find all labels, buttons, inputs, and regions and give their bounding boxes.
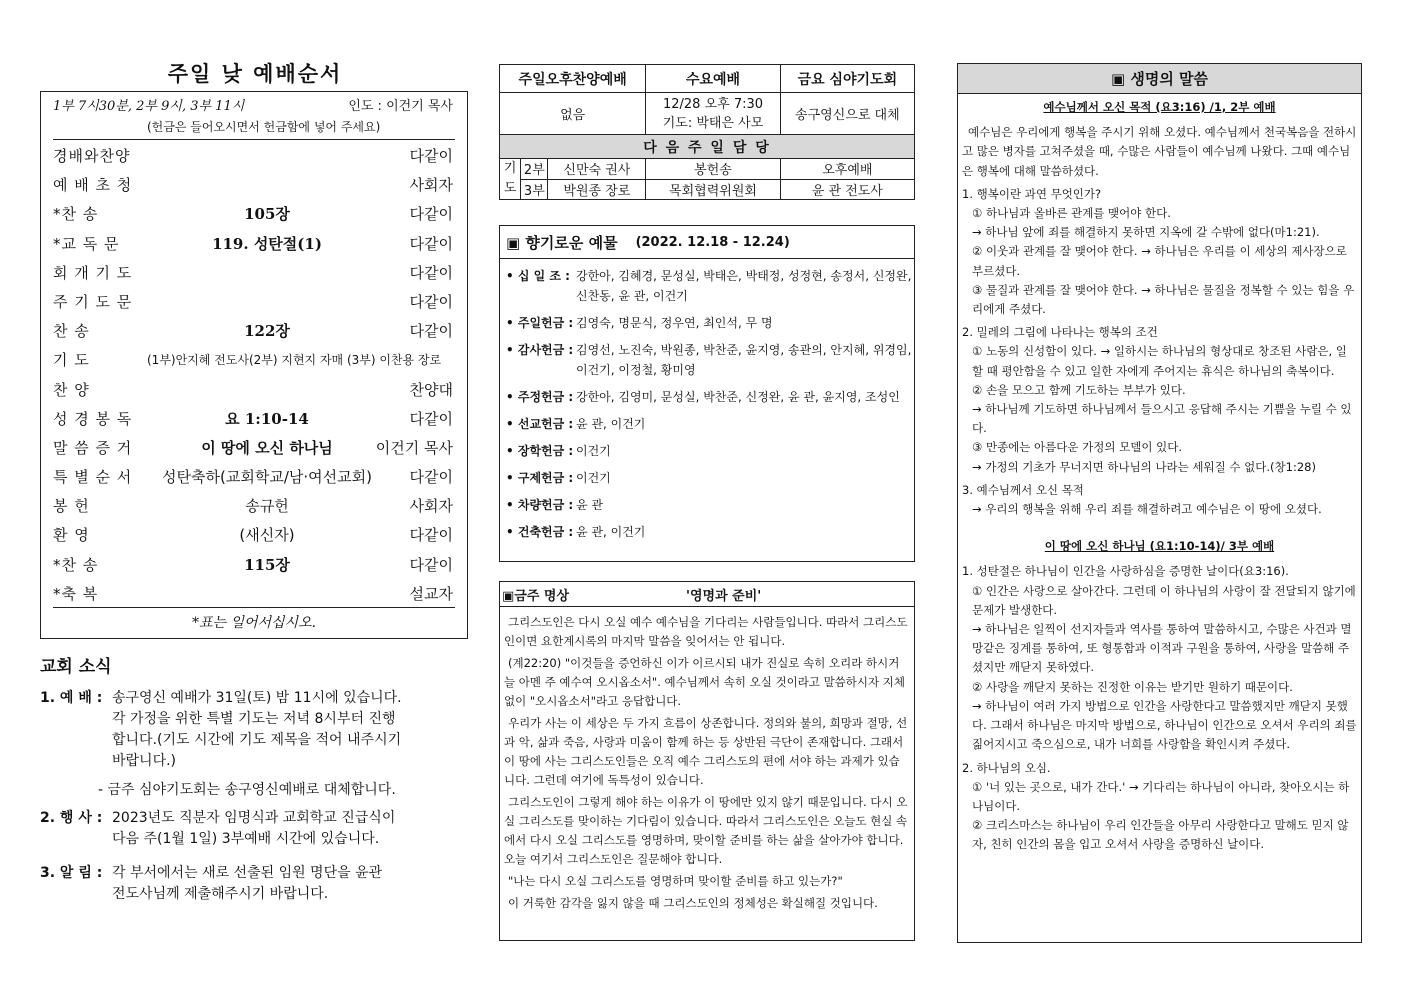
order-row	[41, 257, 467, 286]
news-item	[40, 863, 460, 905]
part-2-prayer: 신만숙 권사	[548, 159, 646, 180]
meditation-paragraph: 그리스도인은 다시 오실 예수 예수님을 기다리는 사람들입니다. 따라서 그리스도인이면 요한계시록의 마지막 말씀을 잊어서는 안 됩니다.	[504, 615, 908, 648]
sunday-pm-header: 주일오후찬양예배	[500, 65, 646, 93]
order-item-name: 주 기 도 문	[53, 292, 133, 311]
order-item-content: 요 1:10-14	[225, 409, 309, 428]
offering-type: • 차량헌금 :	[506, 498, 574, 512]
wednesday-header: 수요예배	[646, 65, 780, 93]
order-item-name: 찬 송	[53, 322, 90, 341]
order-row	[41, 549, 467, 578]
sunday-pm-value: 없음	[500, 93, 646, 135]
order-row	[41, 140, 467, 169]
order-row	[41, 519, 467, 548]
meditation-box	[499, 581, 915, 941]
offering-row	[500, 313, 914, 333]
sermon-point: → 우리의 행복을 위해 우리 죄를 해결하려고 예수님은 이 땅에 오셨다.	[972, 502, 1322, 517]
offering-type: • 구제헌금 :	[506, 471, 574, 485]
news-line: 바랍니다.)	[112, 753, 177, 769]
sermon-point: 3. 예수님께서 오신 목적	[962, 482, 1084, 497]
sermon-1-title: 예수님께서 오신 목적 (요3:16) /1, 2부 예배	[1043, 100, 1276, 114]
part-3-label: 3부	[521, 179, 548, 200]
word-box	[957, 63, 1362, 943]
offering-names: 윤 관, 이건기	[576, 525, 646, 539]
order-item-name: *찬 송	[53, 205, 99, 224]
offering-type: • 건축헌금 :	[506, 525, 574, 539]
offering-type: • 십 일 조 :	[506, 269, 570, 283]
order-item-who: 다같이	[409, 234, 453, 253]
news-line: 전도사님께 제출해주시기 바랍니다.	[112, 886, 329, 902]
news-item	[40, 688, 460, 801]
worship-order-box	[40, 91, 468, 639]
offering-row	[500, 414, 914, 434]
offering-names: 이건기	[576, 444, 611, 458]
sermon-2-title: 이 땅에 오신 하나님 (요1:10-14)/ 3부 예배	[1044, 539, 1275, 554]
offerings-period: (2022. 12.18 - 12.24)	[635, 234, 790, 250]
order-row	[41, 344, 467, 373]
service-times: 1부 7시30분, 2부 9시, 3부 11시	[53, 99, 245, 114]
order-item-name: 성 경 봉 독	[53, 409, 133, 428]
news-line: 각 가정을 위한 특별 기도는 저녁 8시부터 진행	[112, 711, 396, 727]
order-item-who: 사회자	[409, 176, 453, 195]
sermon-point: ① 인간은 사랑으로 살아간다. 그런데 이 하나님의 사랑이 잘 전달되지 않기에 문제가 발생한다.	[972, 583, 1356, 617]
order-item-who: 다같이	[409, 526, 453, 545]
offerings-title: ▣ 향기로운 예물	[506, 233, 618, 252]
meditation-label: ▣금주 명상	[502, 589, 570, 604]
offering-row	[500, 441, 914, 461]
offering-row	[500, 340, 914, 380]
wednesday-time: 12/28 오후 7:30	[662, 96, 764, 112]
order-item-content: 105장	[244, 205, 290, 224]
sermon-point: ① '너 있는 곳으로, 내가 간다.' → 기다리는 하나님이 아니라, 찾아오시는 하나님이다.	[972, 779, 1350, 813]
news-label: 1. 예 배 :	[40, 690, 103, 706]
offering-names: 이건기	[576, 471, 611, 485]
schedule-table: 주일오후찬양예배 수요예배 금요 심야기도회 없음 12/28 오후 7:30 기도: 박태은 사모 송구영신으로 대체 다 음 주 일 담 당 기 도 2부 신만숙 권사 봉헌송 오후예배 3부 박원종 장로 목회협력위원회 윤 관 전도사	[499, 64, 915, 200]
sermon-point: 2. 밀레의 그림에 나타나는 행복의 조건	[962, 325, 1158, 340]
offering-names: 김영선, 노진숙, 박원종, 박찬준, 윤지영, 송관의, 안지혜, 위경임, 이건기, 이정철, 황미영	[576, 343, 912, 377]
offering-row	[500, 387, 914, 407]
offering-names: 윤 관	[576, 498, 603, 512]
order-row	[41, 374, 467, 403]
order-item-who: 다같이	[409, 322, 453, 341]
order-item-name: 예 배 초 청	[53, 176, 133, 195]
offerings-list	[500, 259, 914, 542]
offering-row	[500, 266, 914, 306]
order-item-name: *축 복	[53, 584, 99, 603]
order-item-who: 설교자	[409, 584, 453, 603]
friday-value: 송구영신으로 대체	[780, 93, 914, 135]
order-item-name: 환 영	[53, 526, 90, 545]
order-item-content: 115장	[244, 555, 290, 574]
news-line: 송구영신 예배가 31일(토) 밤 11시에 있습니다.	[112, 690, 402, 706]
part-3-prayer: 박원종 장로	[548, 179, 646, 200]
meditation-title: '영명과 준비'	[686, 589, 762, 604]
offering-type: • 장학헌금 :	[506, 444, 574, 458]
news-label: 2. 행 사 :	[40, 810, 103, 826]
order-row	[41, 432, 467, 461]
order-item-who: 다같이	[409, 205, 453, 224]
news-note: - 금주 심야기도회는 송구영신예배로 대체합니다.	[98, 782, 396, 798]
worship-order-list	[41, 140, 467, 607]
news-item	[40, 808, 460, 850]
friday-header: 금요 심야기도회	[780, 65, 914, 93]
order-row	[41, 315, 467, 344]
order-item-who: 다같이	[409, 555, 453, 574]
offering-names: 김영숙, 명문식, 정우연, 최인석, 무 명	[576, 316, 773, 330]
order-item-content: (1부)안지혜 전도사(2부) 지현지 자매 (3부) 이찬용 장로	[147, 353, 442, 368]
offering-names: 강한아, 김혜경, 문성실, 박태은, 박태정, 성정현, 송정서, 신정완, 신찬동, 윤 관, 이건기	[576, 269, 912, 303]
worship-order-title: 주일 낮 예배순서	[167, 61, 343, 86]
order-item-content: 122장	[244, 322, 290, 341]
sermon-point: ① 하나님과 올바른 관계를 맺어야 한다.	[972, 206, 1171, 221]
sermon-point: ② 크리스마스는 하나님이 우리 인간들을 아무리 사랑한다고 말해도 믿지 않자, 친히 인간의 몸을 입고 오셔서 사랑을 증명하신 날이다.	[972, 818, 1349, 852]
meditation-paragraph: (계22:20) "이것들을 증언하신 이가 이르시되 내가 진실로 속히 오리라 하시거늘 아멘 주 예수여 오시옵소서". 예수님께서 속히 오실 것이라고 말씀하시자 지체 없이 "오시옵소서"라고 응답합니다.	[504, 656, 905, 708]
news-line: 합니다.(기도 시간에 기도 제목을 적어 내주시기	[112, 732, 402, 748]
meditation-paragraph: 그리스도인이 그렇게 해야 하는 이유가 이 땅에만 있지 않기 때문입니다. 다시 오실 그리스도를 맞이하는 기다림이 있습니다. 따라서 그리스도인은 오늘도 현실 속에서 다시 오실 그리스도를 영명하며, 맞이할 준비를 하는 삶을 살아가야 합니다. 오늘 여기서 그리스도인은 질문해야 합니다.	[504, 795, 908, 866]
news-line: 각 부서에서는 새로 선출된 임원 명단을 윤관	[112, 865, 383, 881]
offering-song-name: 목회협력위원회	[646, 179, 780, 200]
sermon-point: ③ 물질과 관계를 잘 맺어야 한다. → 하나님은 물질을 정복할 수 있는 힘을 우리에게 주셨다.	[972, 282, 1355, 317]
news-label: 3. 알 림 :	[40, 865, 103, 881]
offering-type: • 주일헌금 :	[506, 316, 574, 330]
order-item-name: 봉 헌	[53, 497, 90, 516]
sermon-point: 2. 하나님의 오심.	[962, 760, 1051, 775]
order-row	[41, 578, 467, 607]
meditation-body	[500, 607, 914, 913]
sermon-2-points	[962, 562, 1357, 854]
sermon-point: → 하나님 앞에 죄를 해결하지 못하면 지옥에 갈 수밖에 없다(마1:21).	[972, 225, 1320, 240]
order-item-name: 말 씀 증 거	[53, 438, 133, 457]
order-item-name: 경배와찬양	[53, 147, 131, 165]
order-item-who: 다같이	[409, 263, 453, 282]
order-row	[41, 490, 467, 519]
order-item-who: 이건기 목사	[375, 438, 453, 457]
offering-names: 강한아, 김영미, 문성실, 박찬준, 신정완, 윤 관, 윤지영, 조성인	[576, 390, 900, 404]
order-row	[41, 169, 467, 198]
meditation-paragraph: "나는 다시 오실 그리스도를 영명하며 맞이할 준비를 하고 있는가?"	[508, 874, 843, 888]
sermon-point: ② 손을 모으고 함께 기도하는 부부가 있다.	[972, 382, 1186, 397]
sermon-1-intro: 예수님은 우리에게 행복을 주시기 위해 오셨다. 예수님께서 천국복음을 전하시고 많은 병자를 고쳐주셨을 때, 수많은 사람들이 예수님께 나왔다. 그때 예수님은 행복에 대해 말씀하셨다.	[962, 125, 1357, 178]
order-item-content: (새신자)	[239, 526, 295, 545]
offering-type: • 주정헌금 :	[506, 390, 574, 404]
offering-type: • 감사헌금 :	[506, 343, 574, 357]
sermon-point: ③ 만종에는 아름다운 가정의 모델이 있다.	[972, 440, 1182, 455]
order-item-name: *찬 송	[53, 555, 99, 574]
sermon-point: → 하나님이 여러 가지 방법으로 인간을 사랑한다고 말씀했지만 깨닫지 못했다. 그래서 하나님은 마지막 방법으로, 하나님이 인간으로 오셔서 우리의 죄를 짊어지시고 죽으심으로, 내가 너희를 사랑함을 확인시켜 주셨다.	[972, 698, 1357, 752]
meditation-paragraph: 우리가 사는 이 세상은 두 가지 흐름이 상존합니다. 정의와 불의, 희망과 절망, 선과 악, 삶과 죽음, 사랑과 미움이 함께 하는 등 상반된 극단이 존재합니다. 그래서 이 땅에 사는 그리스도인들은 오직 예수 그리스도의 편에 서야 하는 과제가 있습니다. 그런데 여기에 독특성이 있습니다.	[504, 716, 908, 787]
sermon-point: → 하나님께 기도하면 하나님께서 들으시고 응답해 주시는 기쁨을 누릴 수 있다.	[972, 402, 1352, 436]
service-leader: 인도 : 이건기 목사	[348, 99, 453, 114]
offering-row	[500, 495, 914, 515]
word-title: ▣ 생명의 말씀	[1110, 70, 1209, 88]
order-item-content: 성탄축하(교회학교/남·여선교회)	[162, 468, 372, 487]
order-item-who: 다같이	[409, 409, 453, 428]
sermon-point: ① 노동의 신성함이 있다. → 일하시는 하나님의 형상대로 창조된 사람은, 일할 때 평안함을 수 있고 일한 자에게 주어지는 휴식은 하나님의 축복이다.	[972, 344, 1347, 378]
standing-note: *표는 일어서십시오.	[191, 615, 317, 631]
order-item-who: 다같이	[409, 292, 453, 311]
offering-note: (헌금은 들어오시면서 헌금함에 넣어 주세요)	[147, 120, 381, 134]
church-news-title: 교회 소식	[40, 657, 112, 677]
offering-names: 윤 관, 이건기	[576, 417, 646, 431]
prayer-label: 기	[503, 161, 517, 176]
order-row	[41, 461, 467, 490]
sermon-point: 1. 성탄절은 하나님이 인간을 사랑하심을 증명한 날이다(요3:16).	[962, 564, 1289, 579]
order-row	[41, 228, 467, 257]
sermon-1-points	[962, 185, 1357, 519]
order-item-content: 송규헌	[245, 497, 289, 516]
offering-song-header: 봉헌송	[646, 159, 780, 180]
order-item-who: 찬양대	[409, 380, 453, 399]
order-item-who: 다같이	[409, 147, 453, 165]
order-item-content: 119. 성탄절(1)	[212, 234, 322, 253]
offering-type: • 선교헌금 :	[506, 417, 574, 431]
order-item-content: 이 땅에 오신 하나님	[201, 438, 333, 457]
order-row	[41, 198, 467, 227]
pm-service-header: 오후예배	[780, 159, 914, 180]
order-item-who: 다같이	[409, 468, 453, 487]
order-item-name: *교 독 문	[53, 234, 120, 253]
offering-row	[500, 522, 914, 542]
order-item-name: 특 별 순 서	[53, 468, 133, 487]
news-line: 2023년도 직분자 임명식과 교회학교 진급식이	[112, 810, 396, 826]
pm-service-name: 윤 관 전도사	[780, 179, 914, 200]
sermon-point: → 하나님은 일찍이 선지자들과 역사를 통하여 말씀하시고, 수많은 사건과 멸망같은 징계를 통하여, 또 형통함과 이적과 구원을 통하여, 사랑을 말씀해 주셨지만 깨닫지 못하였다.	[972, 622, 1352, 675]
wednesday-prayer: 기도: 박태은 사모	[662, 115, 764, 131]
order-item-name: 기 도	[53, 351, 90, 370]
meditation-paragraph: 이 거룩한 감각을 잃지 않을 때 그리스도인의 정체성은 확실해질 것입니다.	[508, 896, 878, 910]
order-row	[41, 286, 467, 315]
offerings-box	[499, 225, 915, 562]
news-line: 다음 주(1월 1일) 3부예배 시간에 있습니다.	[112, 831, 380, 847]
sermon-point: ② 이웃과 관계를 잘 맺어야 한다. → 하나님은 우리를 이 세상의 제사장으로 부르셨다.	[972, 244, 1347, 278]
sermon-point: → 가정의 기초가 무너지면 하나님의 나라는 세워질 수 없다.(창1:28)	[972, 459, 1316, 474]
sermon-point: 1. 행복이란 과연 무엇인가?	[962, 186, 1102, 201]
offering-row	[500, 468, 914, 488]
order-item-name: 회 개 기 도	[53, 263, 133, 282]
order-row	[41, 403, 467, 432]
part-2-label: 2부	[521, 159, 548, 180]
order-item-who: 사회자	[409, 497, 453, 516]
sermon-point: ② 사랑을 깨닫지 못하는 진정한 이유는 받기만 원하기 때문이다.	[972, 679, 1293, 694]
order-item-name: 찬 양	[53, 380, 90, 399]
next-week-header: 다 음 주 일 담 당	[500, 135, 915, 159]
